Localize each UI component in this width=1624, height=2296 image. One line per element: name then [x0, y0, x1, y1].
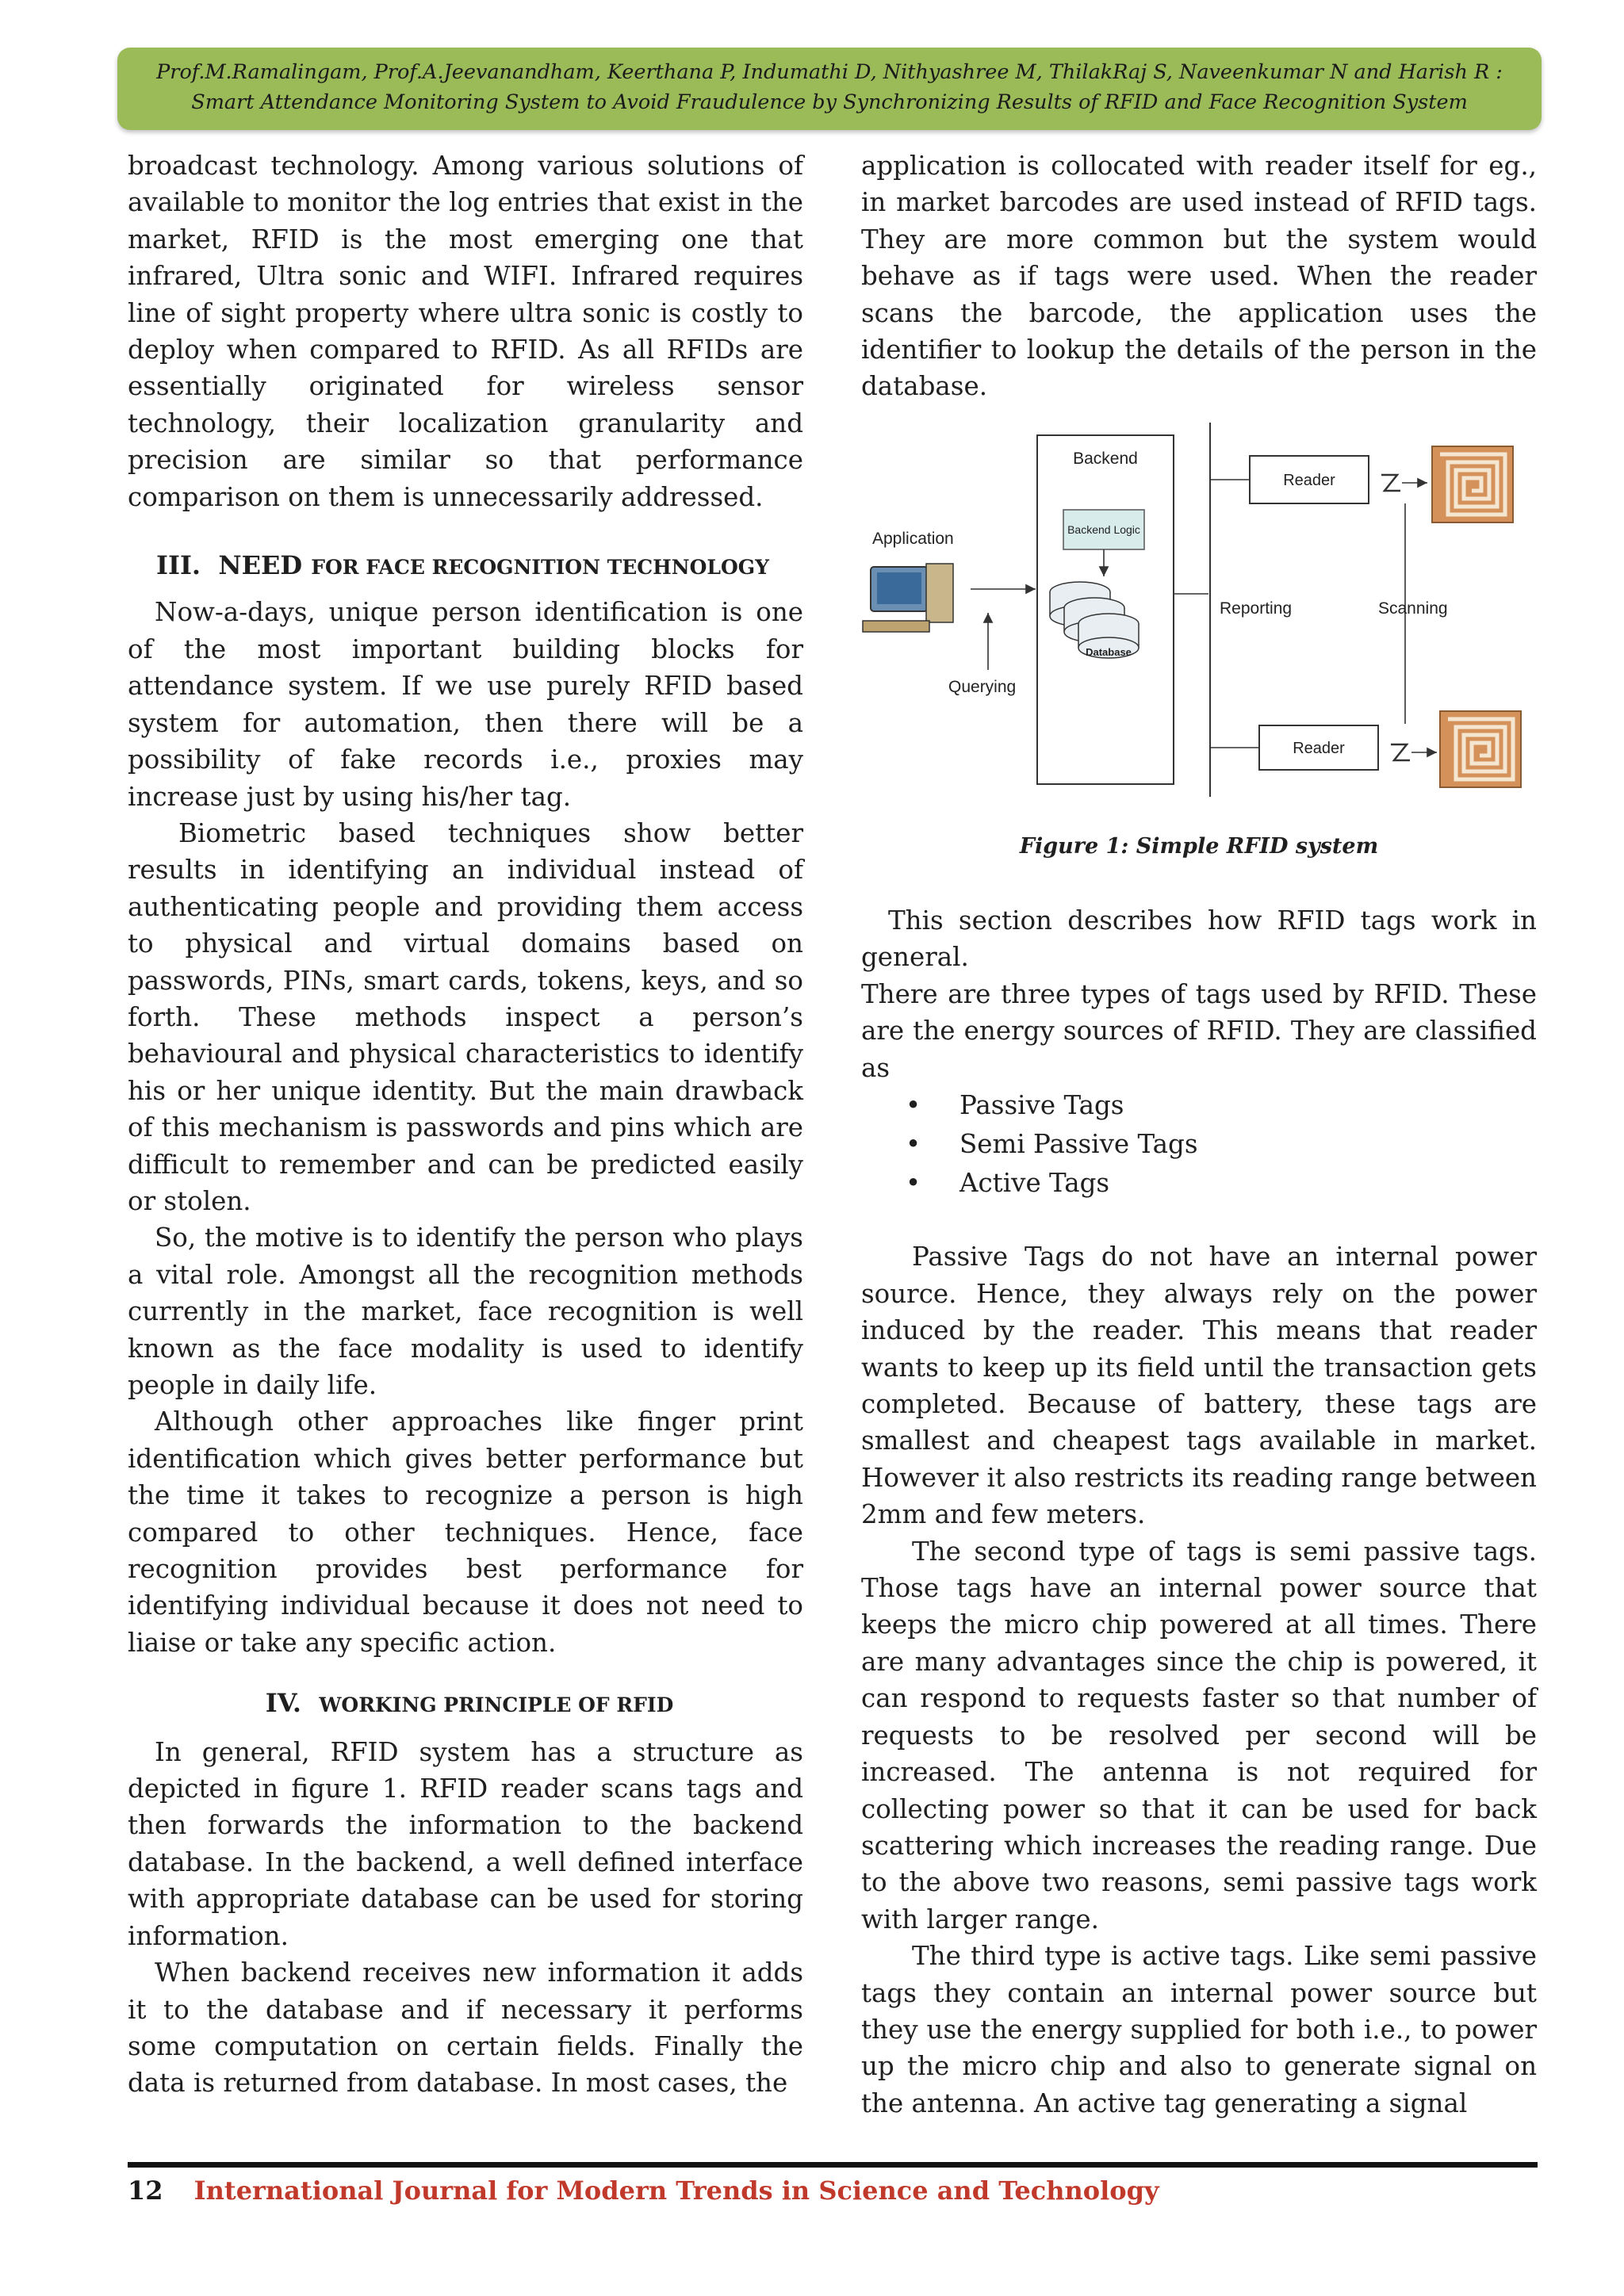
section-number: III.: [156, 550, 201, 581]
section-title-lead: NEED: [218, 550, 303, 581]
section-heading-4: [128, 1685, 803, 1724]
header-authors: Prof.M.Ramalingam, Prof.A.Jeevanandham, Keerthana P, Indumathi D, Nithyashree M, ThilakRaj S, Naveenkumar N and Harish R :: [156, 60, 1503, 84]
signal-icon: [1381, 475, 1400, 491]
paragraph: application is collocated with reader itself for eg., in market barcodes are used instead of RFID tags. They are more common but the system would behave as if tags were used. When the reader scans the barcode, the application uses the identifier to lookup the details of the person in the database.: [861, 151, 1537, 402]
page-footer: [128, 2172, 1159, 2209]
rfid-tag-icon: [1432, 446, 1513, 522]
paragraph: There are three types of tags used by RFID. These are the energy sources of RFID. They are classified as: [861, 978, 1537, 1083]
paragraph: This section describes how RFID tags work in general.: [861, 905, 1537, 973]
section-heading-3: [128, 547, 803, 586]
right-column-bottom: [861, 902, 1537, 2122]
paragraph: Now-a-days, unique person identification is one of the most important building blocks for attendance system. If we use purely RFID based system for automation, then there will be a possibility of fake records i.e., proxies may increase just by using his/her tag.: [128, 597, 803, 812]
backend-label: Backend: [1073, 450, 1138, 468]
right-column-top: [861, 147, 1537, 405]
database-label: Database: [1086, 646, 1132, 658]
tag-type-list: [861, 1086, 1537, 1202]
figure-caption: Figure 1: Simple RFID system: [1019, 834, 1379, 859]
section-number: IV.: [265, 1688, 302, 1719]
list-item: • Active Tags: [861, 1164, 1537, 1203]
computer-icon: [863, 564, 953, 632]
scanning-label: Scanning: [1378, 599, 1448, 618]
section-title: WORKING PRINCIPLE OF RFID: [319, 1693, 674, 1717]
reporting-label: Reporting: [1220, 599, 1293, 618]
backend-logic-label: Backend Logic: [1067, 523, 1140, 536]
journal-name: International Journal for Modern Trends in Science and Technology: [193, 2175, 1159, 2206]
list-item: • Semi Passive Tags: [861, 1125, 1537, 1164]
reader-bottom-label: Reader: [1293, 740, 1345, 757]
rfid-system-diagram: [861, 408, 1543, 805]
paragraph: Although other approaches like finger print identification which gives better performance but the time it takes to recognize a person is high compared to other techniques. Hence, face recognition provides best performance for identifying individual because it does not need to liaise or take any specific action.: [128, 1406, 803, 1658]
querying-label: Querying: [948, 678, 1017, 696]
paragraph: The third type is active tags. Like semi passive tags they contain an internal power source but they use the energy supplied for both i.e., to power up the micro chip and also to generate signal on the antenna. An active tag generating a signal: [861, 1941, 1537, 2118]
paragraph: broadcast technology. Among various solutions of available to monitor the log entries that exist in the market, RFID is the most emerging one that infrared, Ultra sonic and WIFI. Infrared requires line of sight property where ultra sonic is costly to deploy when compared to RFID. As all RFIDs are essentially originated for wireless sensor technology, their localization granularity and precision are similar so that performance comparison on them is unnecessarily addressed.: [128, 151, 803, 512]
running-header: [117, 48, 1542, 130]
paragraph: When backend receives new information it adds it to the database and if necessary it performs some computation on certain fields. Finally the data is returned from database. In most cases, the: [128, 1957, 803, 2099]
section-title-rest: FOR FACE RECOGNITION TECHNOLOGY: [311, 556, 769, 580]
paragraph: In general, RFID system has a structure as depicted in figure 1. RFID reader scans tags and then forwards the information to the backend database. In the backend, a well defined interface with appropriate database can be used for storing information.: [128, 1736, 803, 1951]
footer-rule: [128, 2162, 1538, 2168]
rfid-tag-icon: [1440, 711, 1521, 787]
left-column: [128, 147, 803, 2102]
paragraph: The second type of tags is semi passive tags. Those tags have an internal power source that keeps the micro chip powered at all times. There are many advantages since the chip is powered, it can respond to requests faster so that number of requests to be resolved per second will be increased. The antenna is not required for collecting power so that it can be used for back scattering which increases the reading range. Due to the above two reasons, semi passive tags work with larger range.: [861, 1536, 1537, 1934]
paragraph: Biometric based techniques show better results in identifying an individual instead of authenticating people and providing them access to physical and virtual domains based on passwords, PINs, smart cards, tokens, keys, and so forth. These methods inspect a person’s behavioural and physical characteristics to identify his or her unique identity. But the main drawback of this mechanism is passwords and pins which are difficult to remember and can be predicted easily or stolen.: [128, 817, 803, 1216]
header-title: Smart Attendance Monitoring System to Avoid Fraudulence by Synchronizing Results of RFID and Face Recognition System: [191, 90, 1468, 114]
page-number: 12: [128, 2175, 163, 2206]
paragraph: So, the motive is to identify the person who plays a vital role. Amongst all the recognition methods currently in the market, face recognition is well known as the face modality is used to identify people in daily life.: [128, 1223, 803, 1400]
application-label: Application: [872, 530, 954, 548]
list-item: • Passive Tags: [861, 1086, 1537, 1125]
paragraph: Passive Tags do not have an internal power source. Hence, they always rely on the power induced by the reader. This means that reader wants to keep up its field until the transaction gets completed. Because of battery, these tags are smallest and cheapest tags available in market. However it also restricts its reading range between 2mm and few meters.: [861, 1242, 1537, 1530]
signal-icon: [1391, 744, 1410, 760]
reader-top-label: Reader: [1283, 472, 1335, 489]
